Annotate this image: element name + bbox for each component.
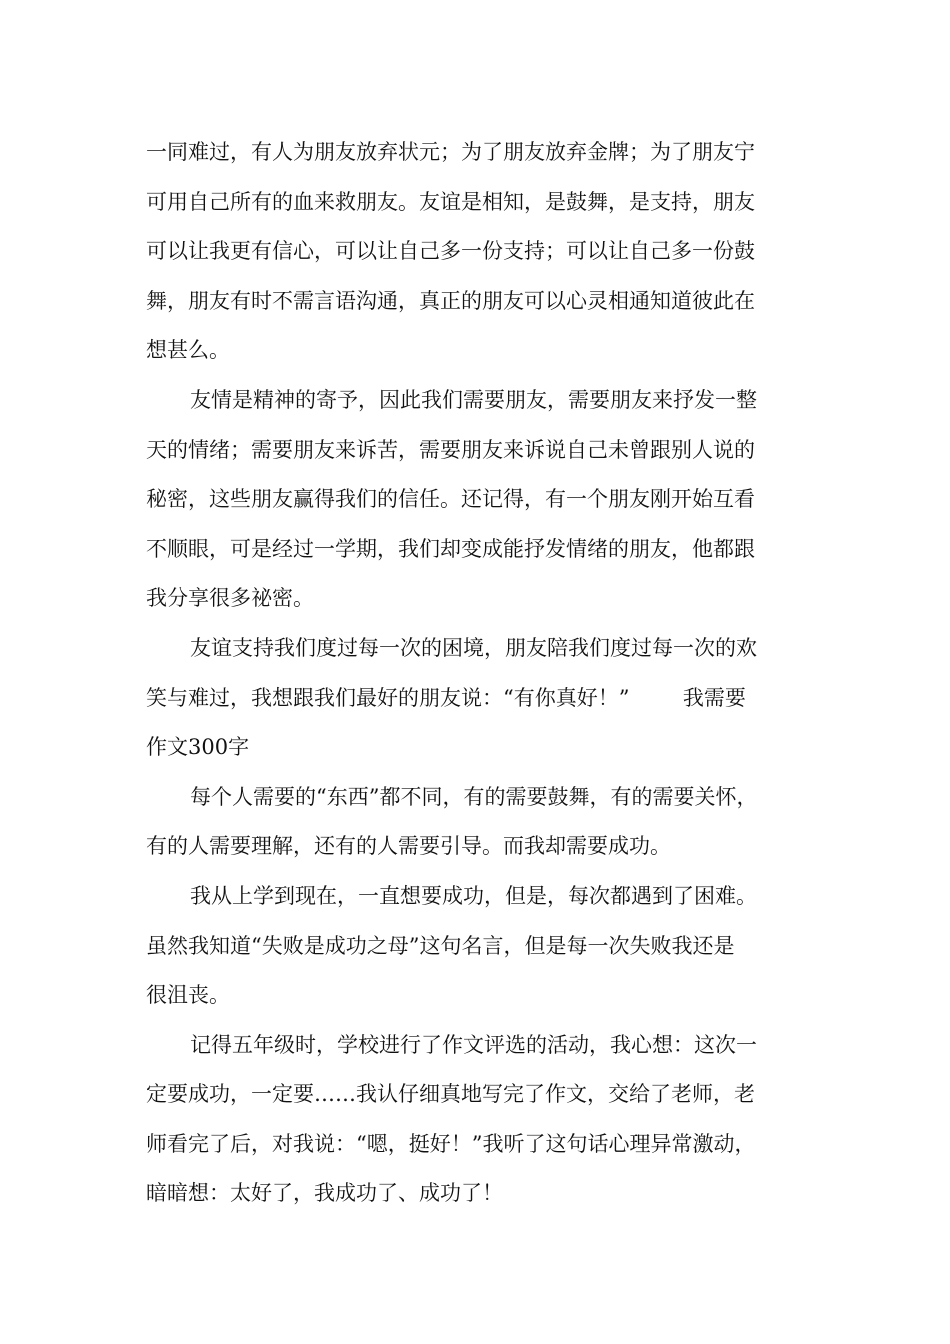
paragraph-2-line-2: 天的情绪；需要朋友来诉苦，需要朋友来诉说自己未曾跟别人说的 [146, 437, 755, 462]
paragraph-1-line-1: 一同难过，有人为朋友放弃状元；为了朋友放弃金牌；为了朋友宁 [146, 140, 755, 164]
paragraph-4-line-2: 有的人需要理解，还有的人需要引导。而我却需要成功。 [146, 834, 671, 859]
paragraph-5-line-2: 虽然我知道“失败是成功之母”这句名言，但是每一次失败我还是 [146, 933, 735, 958]
paragraph-5-line-3: 很沮丧。 [146, 983, 230, 1008]
paragraph-2-line-5: 我分享很多祕密。 [146, 586, 314, 611]
paragraph-2-line-4: 不顺眼，可是经过一学期，我们却变成能抒发情绪的朋友，他都跟 [146, 536, 755, 561]
paragraph-1-line-2: 可用自己所有的血来救朋友。友谊是相知，是鼓舞，是支持，朋友 [146, 189, 755, 214]
paragraph-6-line-1: 记得五年级时，学校进行了作文评选的活动，我心想：这次一 [190, 1032, 757, 1057]
paragraph-1-line-3: 可以让我更有信心，可以让自己多一份支持；可以让自己多一份鼓 [146, 239, 755, 264]
paragraph-6-line-3: 师看完了后，对我说：“嗯，挺好！”我听了这句话心理异常激动， [146, 1131, 756, 1156]
paragraph-2-line-1: 友情是精神的寄予，因此我们需要朋友，需要朋友来抒发一整 [190, 387, 757, 412]
paragraph-4-line-1: 每个人需要的“东西”都不同，有的需要鼓舞，有的需要关怀， [190, 784, 758, 809]
paragraph-6-line-2: 定要成功，一定要……我认仔细真地写完了作文，交给了老师，老 [146, 1082, 755, 1107]
paragraph-1-line-4: 舞，朋友有时不需言语沟通，真正的朋友可以心灵相通知道彼此在 [146, 288, 755, 313]
paragraph-1-line-5: 想甚么。 [146, 338, 230, 363]
paragraph-5-line-1: 我从上学到现在，一直想要成功，但是，每次都遇到了困难。 [190, 883, 757, 908]
paragraph-2-line-3: 秘密，这些朋友赢得我们的信任。还记得，有一个朋友刚开始互看 [146, 487, 755, 512]
paragraph-3-line-3: 作文300字 [146, 735, 250, 760]
paragraph-6-line-4: 暗暗想：太好了，我成功了、成功了！ [146, 1181, 503, 1206]
paragraph-3-line-2: 笑与难过，我想跟我们最好的朋友说：“有你真好！” 我需要 [146, 685, 746, 710]
document-body [146, 128, 826, 1219]
paragraph-3-line-1: 友谊支持我们度过每一次的困境，朋友陪我们度过每一次的欢 [190, 635, 757, 660]
